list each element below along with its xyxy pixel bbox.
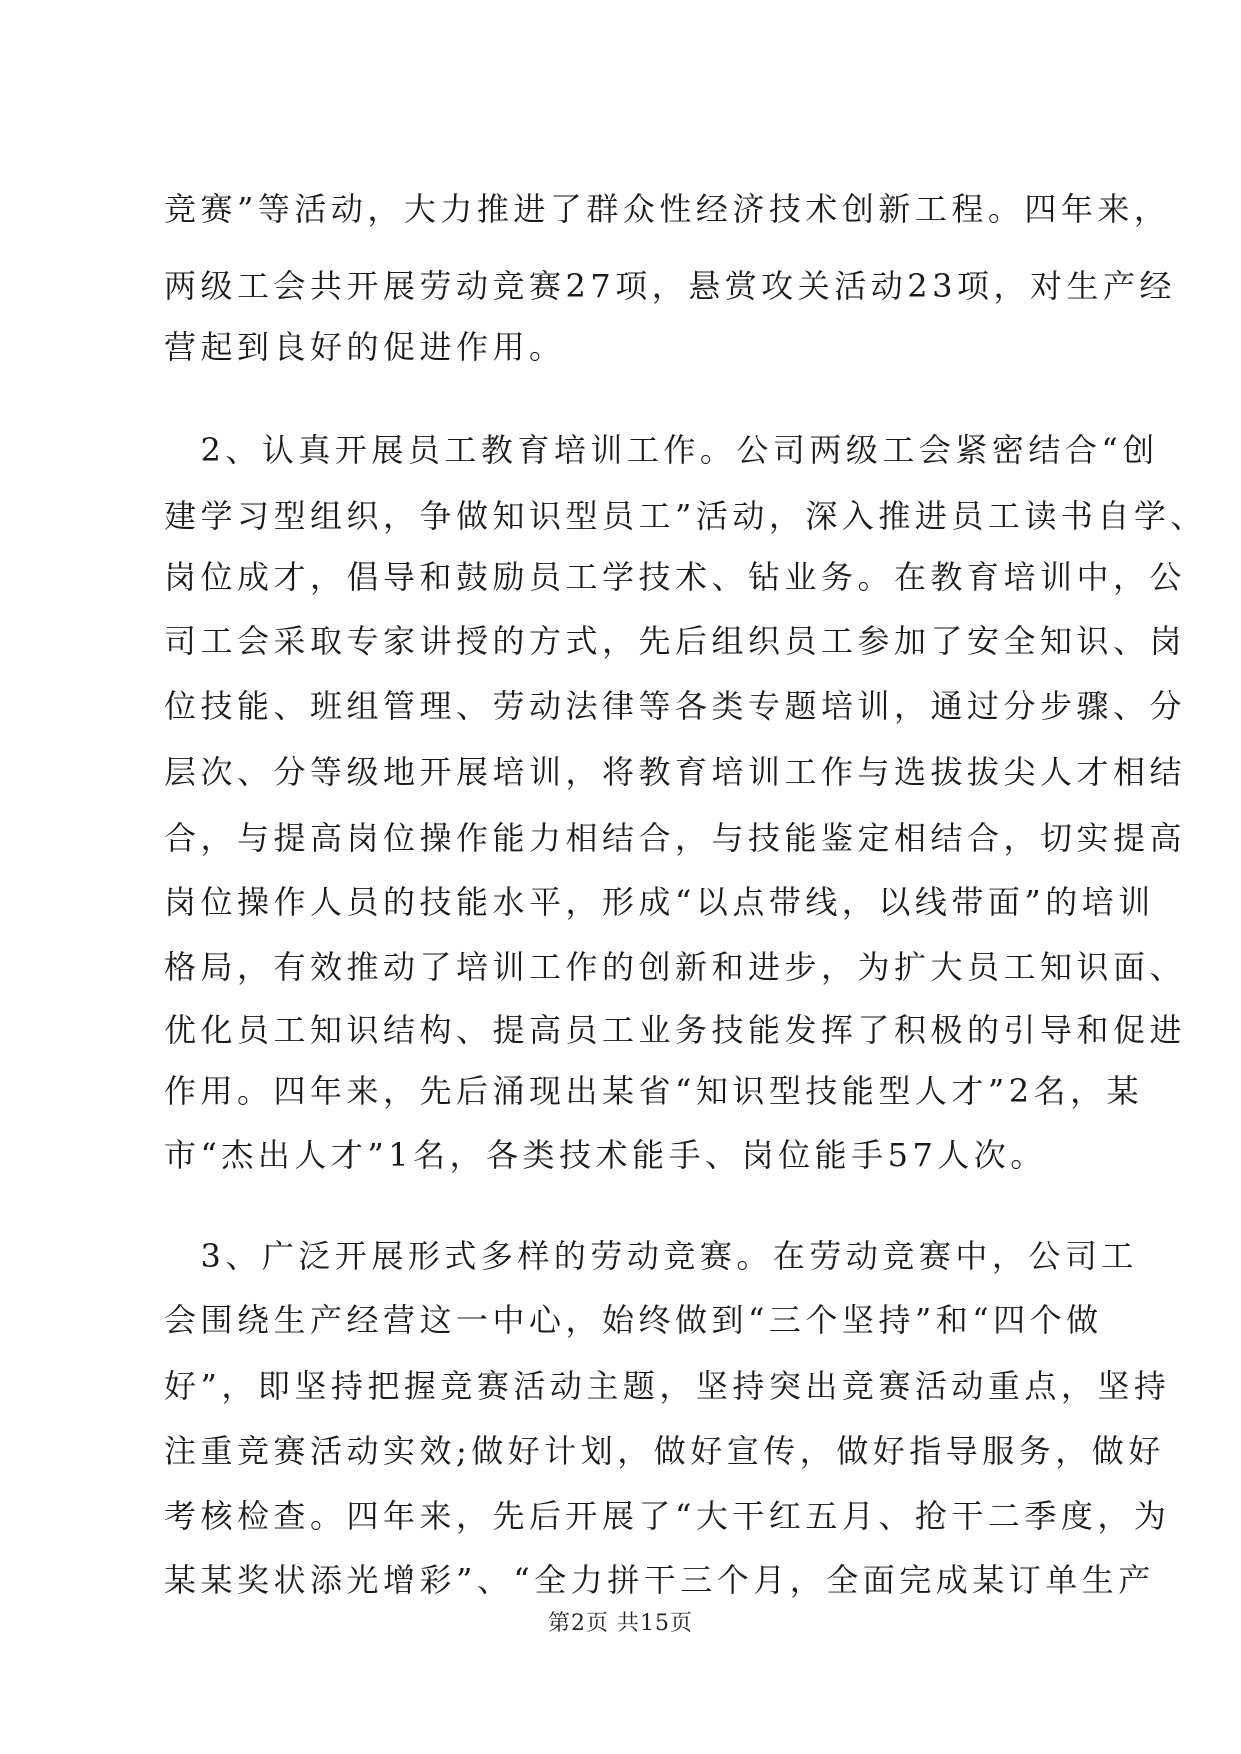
- body-text-line: 两级工会共开展劳动竞赛27项，悬赏攻关活动23项，对生产经: [164, 267, 1176, 305]
- body-text-line: 建学习型组织，争做知识型员工”活动，深入推进员工读书自学、: [164, 497, 1207, 535]
- body-text-line: 某某奖状添光增彩”、“全力拼干三个月，全面完成某订单生产: [164, 1561, 1155, 1599]
- body-text-line: 竞赛”等活动，大力推进了群众性经济技术创新工程。四年来，: [164, 190, 1171, 228]
- body-text-line: 作用。四年来，先后涌现出某省“知识型技能型人才”2名，某: [164, 1072, 1144, 1110]
- body-text-line: 优化员工知识结构、提高员工业务技能发挥了积极的引导和促进: [164, 1011, 1187, 1049]
- body-text-line: 层次、分等级地开展培训，将教育培训工作与选拔拔尖人才相结: [164, 753, 1187, 791]
- body-text-line: 合，与提高岗位操作能力相结合，与技能鉴定相结合，切实提高: [164, 819, 1187, 857]
- body-text-line: 市“杰出人才”1名，各类技术能手、岗位能手57人次。: [164, 1136, 1047, 1174]
- body-text-line: 岗位成才，倡导和鼓励员工学技术、钻业务。在教育培训中，公: [164, 558, 1187, 596]
- page-number-footer: 第2页 共15页: [548, 1611, 693, 1636]
- body-text-line: 格局，有效推动了培训工作的创新和进步，为扩大员工知识面、: [164, 948, 1187, 986]
- body-text-line: 3、广泛开展形式多样的劳动竞赛。在劳动竞赛中，公司工: [164, 1237, 1138, 1275]
- body-text-line: 位技能、班组管理、劳动法律等各类专题培训，通过分步骤、分: [164, 687, 1187, 725]
- body-text-line: 营起到良好的促进作用。: [164, 328, 566, 366]
- body-text-line: 岗位操作人员的技能水平，形成“以点带线，以线带面”的培训: [164, 883, 1155, 921]
- body-text-line: 会围绕生产经营这一中心，始终做到“三个坚持”和“四个做: [164, 1301, 1103, 1339]
- body-text-line: 2、认真开展员工教育培训工作。公司两级工会紧密结合“创: [164, 431, 1159, 469]
- body-text-line: 好”，即坚持把握竞赛活动主题，坚持突出竞赛活动重点，坚持: [164, 1367, 1171, 1405]
- body-text-line: 考核检查。四年来，先后开展了“大干红五月、抢干二季度，为: [164, 1497, 1171, 1535]
- body-text-line: 司工会采取专家讲授的方式，先后组织员工参加了安全知识、岗: [164, 622, 1187, 660]
- body-text-line: 注重竞赛活动实效;做好计划，做好宣传，做好指导服务，做好: [164, 1432, 1165, 1470]
